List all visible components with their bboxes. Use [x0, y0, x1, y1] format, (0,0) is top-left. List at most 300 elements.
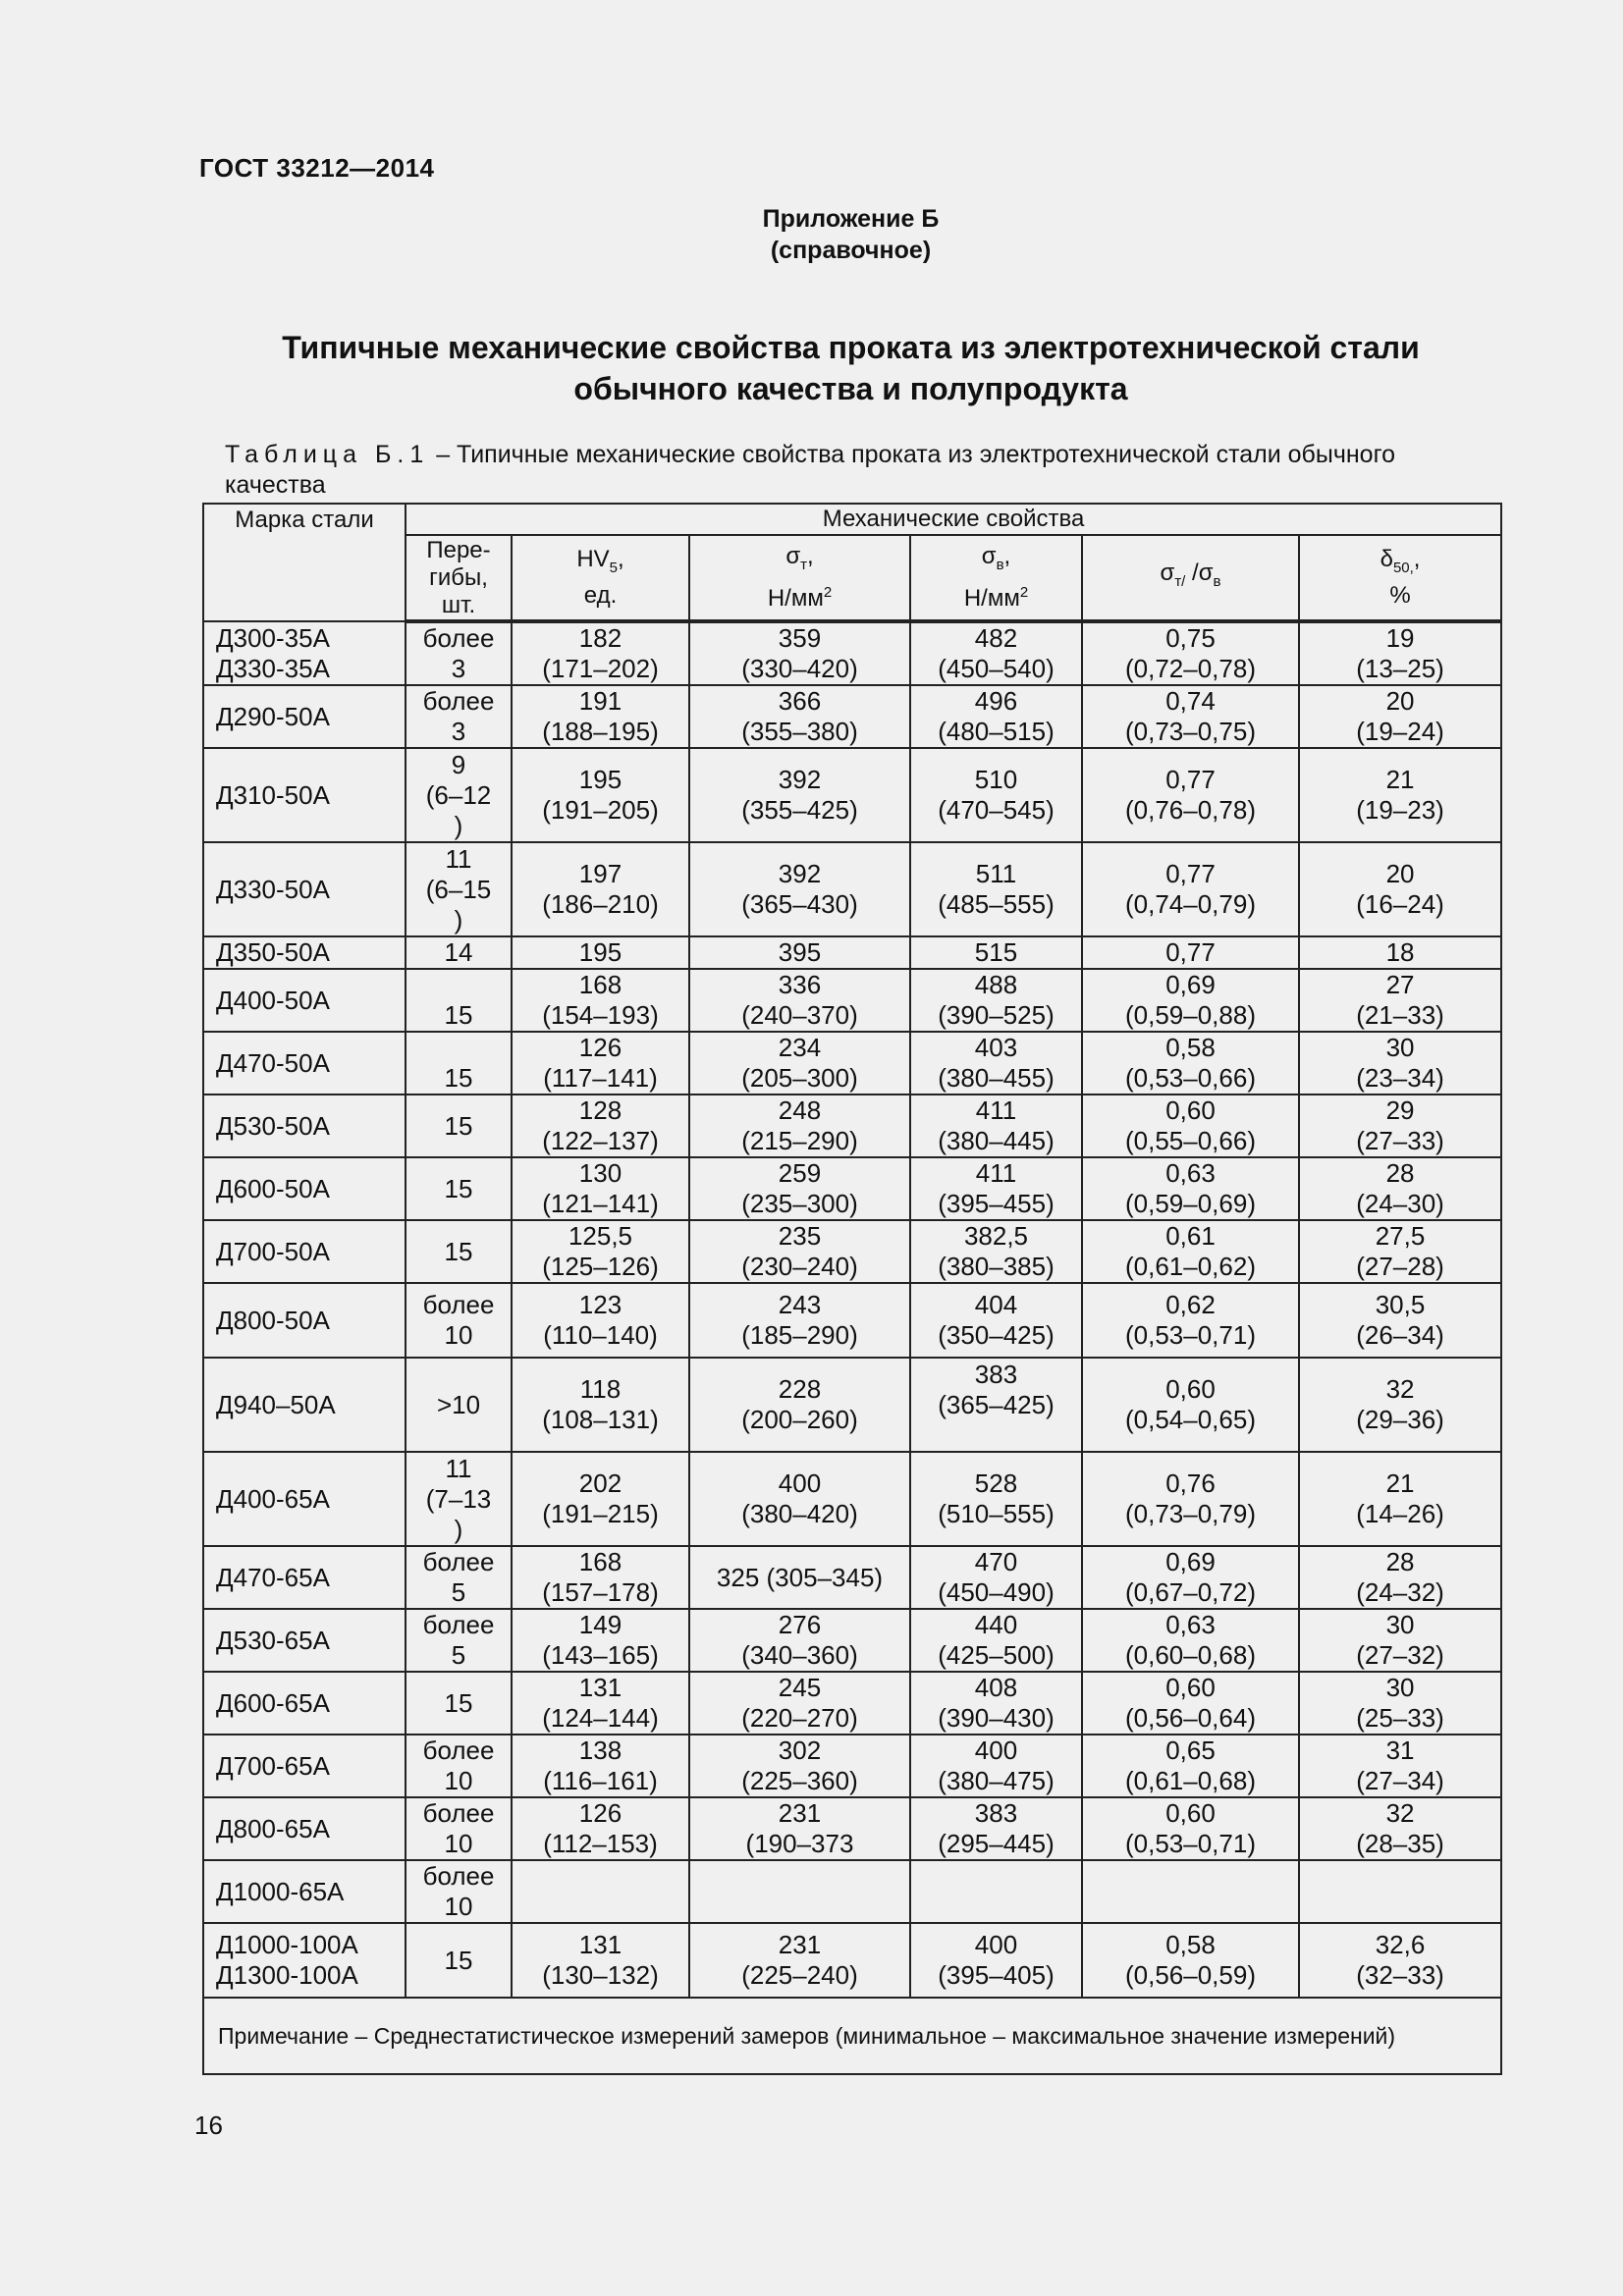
cell-elongation-line: 30	[1385, 1673, 1415, 1702]
cell-tensile-strength-line: 510	[974, 765, 1018, 794]
cell-strength-ratio	[1082, 748, 1299, 842]
cell-grade-line: Д300-35А	[216, 622, 330, 653]
cell-hardness-line: 182	[578, 623, 622, 653]
cell-bends-line: 15	[444, 1063, 473, 1093]
cell-tensile-strength-line	[911, 1420, 1081, 1451]
cell-strength-ratio-line: (0,61–0,62)	[1125, 1252, 1256, 1281]
cell-yield-strength-line: (185–290)	[741, 1320, 858, 1350]
properties-table	[202, 503, 1502, 2075]
cell-yield-strength	[689, 1546, 910, 1609]
cell-hardness	[512, 1923, 689, 1998]
cell-yield-strength-line: (380–420)	[741, 1499, 858, 1528]
cell-hardness-line: (143–165)	[542, 1640, 659, 1670]
cell-strength-ratio-line: 0,60	[1165, 1673, 1216, 1702]
cell-grade	[203, 936, 406, 969]
cell-grade-line: Д1300-100А	[216, 1960, 358, 1990]
cell-strength-ratio-line: (0,53–0,71)	[1125, 1829, 1256, 1858]
cell-tensile-strength	[910, 1358, 1082, 1452]
cell-hardness-line: 168	[578, 970, 622, 999]
cell-elongation-line: 19	[1385, 623, 1415, 653]
cell-bends	[406, 936, 512, 969]
cell-strength-ratio-line: (0,59–0,69)	[1125, 1189, 1256, 1218]
table-row	[203, 969, 1501, 1032]
header-tensile-strength: $\sigma_в$, $Н/мм^2$	[910, 535, 1082, 621]
cell-strength-ratio-line: 0,65	[1165, 1735, 1216, 1765]
cell-elongation-line: (19–24)	[1356, 717, 1444, 746]
table-row	[203, 1672, 1501, 1735]
page-title	[0, 327, 1623, 409]
cell-yield-strength-line: 392	[778, 765, 822, 794]
cell-tensile-strength-line: (365–425)	[938, 1389, 1055, 1419]
cell-hardness	[512, 1358, 689, 1452]
cell-bends	[406, 621, 512, 685]
cell-hardness	[512, 936, 689, 969]
cell-strength-ratio-line: 0,76	[1165, 1468, 1216, 1498]
cell-hardness-line: 118	[579, 1374, 622, 1404]
cell-tensile-strength-line: (380–455)	[938, 1063, 1055, 1093]
cell-elongation	[1299, 621, 1501, 685]
cell-strength-ratio-line: (0,61–0,68)	[1125, 1766, 1256, 1795]
cell-hardness-line: (121–141)	[542, 1189, 659, 1218]
table-row	[203, 1609, 1501, 1672]
cell-strength-ratio	[1082, 1358, 1299, 1452]
cell-bends-line: 10	[444, 1766, 473, 1795]
cell-strength-ratio-line: (0,73–0,79)	[1125, 1499, 1256, 1528]
cell-grade	[203, 1797, 406, 1860]
table-row	[203, 1220, 1501, 1283]
cell-bends-line: >10	[436, 1389, 481, 1419]
header-yield-strength: $\sigma_т$, $Н/мм^2$	[689, 535, 910, 621]
cell-elongation-line: 27,5	[1375, 1221, 1426, 1251]
cell-yield-strength-line: 302	[778, 1735, 822, 1765]
cell-bends	[406, 1032, 512, 1095]
cell-yield-strength-line: (230–240)	[741, 1252, 858, 1281]
cell-bends	[406, 748, 512, 842]
cell-elongation-line: (24–30)	[1356, 1189, 1444, 1218]
cell-tensile-strength	[910, 621, 1082, 685]
cell-bends-line: )	[454, 1514, 463, 1544]
document-code: ГОСТ 33212—2014	[199, 153, 435, 183]
cell-strength-ratio-line: 0,63	[1165, 1158, 1216, 1188]
cell-yield-strength-line: 245	[778, 1673, 822, 1702]
cell-hardness-line: (191–205)	[542, 795, 659, 825]
cell-grade	[203, 1923, 406, 1998]
cell-bends-line	[406, 1033, 511, 1063]
cell-elongation	[1299, 1283, 1501, 1358]
cell-hardness-line: (191–215)	[542, 1499, 659, 1528]
cell-tensile-strength-line: 440	[974, 1610, 1018, 1639]
cell-tensile-strength-line: 400	[974, 1735, 1018, 1765]
cell-grade	[203, 1220, 406, 1283]
cell-elongation-line: 27	[1385, 970, 1415, 999]
cell-elongation-line: (27–34)	[1356, 1766, 1444, 1795]
cell-elongation-line: (25–33)	[1356, 1703, 1444, 1733]
cell-bends-line: 15	[444, 1000, 473, 1030]
cell-elongation-line: 28	[1385, 1158, 1415, 1188]
cell-grade	[203, 1452, 406, 1546]
cell-tensile-strength-line: (450–490)	[938, 1577, 1055, 1607]
cell-hardness-line: 197	[578, 859, 622, 888]
table-note-label: Примечание –	[218, 2023, 368, 2049]
cell-hardness	[512, 1452, 689, 1546]
cell-hardness	[512, 1095, 689, 1157]
cell-tensile-strength	[910, 1860, 1082, 1923]
cell-hardness-line: (124–144)	[542, 1703, 659, 1733]
cell-strength-ratio	[1082, 1672, 1299, 1735]
cell-bends-line: 15	[444, 1687, 473, 1718]
cell-hardness-line: 126	[578, 1033, 622, 1062]
cell-grade	[203, 621, 406, 685]
cell-elongation-line: (29–36)	[1356, 1405, 1444, 1434]
cell-hardness-line: (116–161)	[543, 1766, 658, 1795]
cell-elongation	[1299, 1220, 1501, 1283]
table-row	[203, 936, 1501, 969]
cell-grade-line: Д530-65А	[216, 1625, 330, 1655]
cell-bends-line: 5	[451, 1640, 466, 1670]
cell-yield-strength	[689, 1672, 910, 1735]
cell-hardness	[512, 1157, 689, 1220]
cell-bends-line: 15	[444, 1945, 473, 1975]
cell-tensile-strength-line: (510–555)	[938, 1499, 1055, 1528]
cell-yield-strength-line: (340–360)	[741, 1640, 858, 1670]
cell-bends	[406, 1797, 512, 1860]
cell-elongation	[1299, 1452, 1501, 1546]
table-note	[203, 1998, 1501, 2074]
cell-yield-strength	[689, 1452, 910, 1546]
cell-bends-line: 3	[451, 717, 466, 746]
cell-grade	[203, 1095, 406, 1157]
cell-yield-strength	[689, 1609, 910, 1672]
cell-tensile-strength-line: (395–405)	[938, 1960, 1055, 1990]
cell-strength-ratio	[1082, 1095, 1299, 1157]
cell-strength-ratio-line: 0,77	[1165, 937, 1216, 967]
cell-hardness-line	[513, 1877, 688, 1907]
cell-elongation-line: 32	[1385, 1374, 1415, 1404]
cell-grade-line: Д400-65А	[216, 1483, 330, 1514]
cell-tensile-strength-line: (450–540)	[938, 654, 1055, 683]
cell-bends	[406, 1672, 512, 1735]
cell-grade	[203, 1735, 406, 1797]
cell-hardness-line: 128	[578, 1095, 622, 1125]
table-row	[203, 1797, 1501, 1860]
cell-elongation-line: 20	[1385, 686, 1415, 716]
cell-yield-strength-line	[690, 1877, 909, 1907]
cell-hardness	[512, 1220, 689, 1283]
cell-elongation-line: (26–34)	[1356, 1320, 1444, 1350]
appendix-title: Приложение Б	[762, 205, 940, 233]
cell-strength-ratio	[1082, 969, 1299, 1032]
cell-bends-line: более	[422, 1735, 495, 1765]
cell-bends-line: более	[422, 1290, 495, 1319]
cell-yield-strength-line: (220–270)	[741, 1703, 858, 1733]
cell-yield-strength	[689, 1923, 910, 1998]
cell-yield-strength-line: 400	[778, 1468, 822, 1498]
cell-tensile-strength	[910, 1797, 1082, 1860]
cell-strength-ratio	[1082, 1923, 1299, 1998]
cell-tensile-strength-line: (350–425)	[938, 1320, 1055, 1350]
cell-strength-ratio	[1082, 1283, 1299, 1358]
cell-bends-line: 15	[444, 1110, 473, 1141]
cell-elongation	[1299, 842, 1501, 936]
cell-bends	[406, 1923, 512, 1998]
cell-strength-ratio-line: 0,62	[1165, 1290, 1216, 1319]
cell-strength-ratio-line: (0,72–0,78)	[1125, 654, 1256, 683]
cell-bends	[406, 969, 512, 1032]
table-body	[203, 621, 1501, 1998]
cell-bends-line: более	[422, 1798, 495, 1828]
cell-hardness	[512, 1797, 689, 1860]
cell-elongation	[1299, 936, 1501, 969]
cell-elongation-line: (13–25)	[1356, 654, 1444, 683]
table-caption-label: Таблица Б.1	[225, 441, 430, 468]
cell-hardness-line: (171–202)	[542, 654, 659, 683]
table-caption	[225, 440, 1501, 501]
cell-strength-ratio-line: 0,60	[1165, 1095, 1216, 1125]
cell-bends	[406, 1609, 512, 1672]
cell-bends-line: 15	[444, 1236, 473, 1266]
cell-bends-line: 3	[451, 654, 466, 683]
cell-grade	[203, 1546, 406, 1609]
cell-strength-ratio-line: (0,54–0,65)	[1125, 1405, 1256, 1434]
cell-grade	[203, 842, 406, 936]
cell-tensile-strength-line: 383	[974, 1798, 1018, 1828]
cell-tensile-strength	[910, 969, 1082, 1032]
cell-yield-strength	[689, 1157, 910, 1220]
cell-grade	[203, 1283, 406, 1358]
cell-tensile-strength-line: (485–555)	[938, 889, 1055, 919]
cell-tensile-strength-line: 411	[975, 1158, 1017, 1188]
cell-yield-strength-line: 259	[778, 1158, 822, 1188]
cell-tensile-strength-line: 383	[974, 1359, 1018, 1389]
cell-yield-strength-line: 336	[778, 970, 822, 999]
cell-yield-strength	[689, 621, 910, 685]
cell-bends-line: более	[422, 623, 495, 653]
cell-tensile-strength-line: 400	[974, 1930, 1018, 1959]
cell-bends-line: )	[454, 810, 463, 840]
cell-yield-strength-line: (190–373	[745, 1829, 854, 1858]
cell-yield-strength-line: 243	[778, 1290, 822, 1319]
cell-strength-ratio	[1082, 842, 1299, 936]
cell-hardness	[512, 1032, 689, 1095]
cell-yield-strength	[689, 748, 910, 842]
cell-grade	[203, 969, 406, 1032]
cell-elongation-line: (24–32)	[1356, 1577, 1444, 1607]
cell-yield-strength-line: (225–240)	[741, 1960, 858, 1990]
cell-hardness	[512, 685, 689, 748]
cell-hardness-line: 130	[578, 1158, 622, 1188]
cell-bends-line	[406, 970, 511, 1000]
cell-bends	[406, 1095, 512, 1157]
cell-tensile-strength-line: (380–475)	[938, 1766, 1055, 1795]
cell-hardness	[512, 1735, 689, 1797]
cell-tensile-strength	[910, 1283, 1082, 1358]
cell-strength-ratio-line: 0,58	[1165, 1033, 1216, 1062]
table-row	[203, 1546, 1501, 1609]
cell-elongation	[1299, 1032, 1501, 1095]
table-note-row	[203, 1998, 1501, 2074]
cell-tensile-strength-line: 528	[974, 1468, 1018, 1498]
cell-tensile-strength-line: 382,5	[963, 1221, 1029, 1251]
cell-bends-line: 5	[451, 1577, 466, 1607]
cell-elongation-line: 20	[1385, 859, 1415, 888]
cell-hardness	[512, 1860, 689, 1923]
header-mechanical-properties: Механические свойства	[406, 504, 1501, 535]
cell-strength-ratio	[1082, 1797, 1299, 1860]
cell-yield-strength-line: (200–260)	[741, 1405, 858, 1434]
cell-strength-ratio-line: 0,61	[1165, 1221, 1216, 1251]
cell-hardness	[512, 1546, 689, 1609]
cell-strength-ratio	[1082, 1452, 1299, 1546]
cell-bends-line: 11	[445, 1453, 472, 1483]
cell-bends-line: 14	[444, 937, 473, 967]
cell-strength-ratio-line: 0,60	[1165, 1798, 1216, 1828]
cell-strength-ratio-line: (0,67–0,72)	[1125, 1577, 1256, 1607]
cell-bends-line: 9	[451, 749, 466, 779]
cell-tensile-strength	[910, 1546, 1082, 1609]
cell-hardness-line: 131	[578, 1930, 622, 1959]
cell-hardness-line: 195	[578, 765, 622, 794]
cell-tensile-strength-line: 496	[974, 686, 1018, 716]
cell-grade	[203, 685, 406, 748]
cell-hardness-line: (157–178)	[542, 1577, 659, 1607]
table-row	[203, 1095, 1501, 1157]
cell-strength-ratio-line: (0,73–0,75)	[1125, 717, 1256, 746]
cell-grade-line: Д800-65А	[216, 1813, 330, 1843]
cell-elongation	[1299, 1797, 1501, 1860]
cell-tensile-strength-line	[911, 1877, 1081, 1907]
cell-yield-strength-line: (330–420)	[741, 654, 858, 683]
cell-elongation-line: (27–28)	[1356, 1252, 1444, 1281]
cell-yield-strength	[689, 1032, 910, 1095]
cell-bends-line: (7–13	[425, 1483, 492, 1514]
cell-hardness	[512, 1609, 689, 1672]
cell-grade-line: Д470-50А	[216, 1047, 330, 1078]
header-strength-ratio: $\sigma_{т/}$ $/\sigma_в$	[1082, 535, 1299, 621]
cell-elongation-line: 28	[1385, 1547, 1415, 1576]
table-row	[203, 1157, 1501, 1220]
cell-strength-ratio-line: 0,74	[1165, 686, 1216, 716]
cell-yield-strength-line: 395	[778, 937, 822, 967]
header-hardness: $HV_5$, ед.	[512, 535, 689, 621]
table-row	[203, 1283, 1501, 1358]
cell-bends-line: )	[454, 904, 463, 934]
cell-elongation	[1299, 1860, 1501, 1923]
cell-strength-ratio-line: 0,69	[1165, 1547, 1216, 1576]
cell-bends-line: 15	[444, 1173, 473, 1203]
cell-elongation	[1299, 1609, 1501, 1672]
cell-yield-strength-line: (225–360)	[741, 1766, 858, 1795]
cell-tensile-strength-line: (395–455)	[938, 1189, 1055, 1218]
cell-elongation	[1299, 1095, 1501, 1157]
cell-bends-line: 10	[444, 1892, 473, 1921]
cell-tensile-strength-line: 404	[974, 1290, 1018, 1319]
cell-grade-line: Д600-65А	[216, 1687, 330, 1718]
cell-strength-ratio	[1082, 1735, 1299, 1797]
cell-strength-ratio	[1082, 1860, 1299, 1923]
table-note-text: Среднестатистическое измерений замеров (минимальное – максимальное значение измерений)	[373, 2023, 1396, 2049]
cell-tensile-strength-line: (295–445)	[938, 1829, 1055, 1858]
cell-bends	[406, 842, 512, 936]
cell-tensile-strength	[910, 1157, 1082, 1220]
cell-bends-line: 10	[444, 1320, 473, 1350]
cell-strength-ratio-line: 0,60	[1165, 1374, 1216, 1404]
cell-bends-line: 10	[444, 1829, 473, 1858]
cell-grade	[203, 1032, 406, 1095]
cell-strength-ratio-line: 0,77	[1165, 765, 1216, 794]
table-row	[203, 1452, 1501, 1546]
cell-grade-line: Д530-50А	[216, 1110, 330, 1141]
cell-strength-ratio-line: (0,59–0,88)	[1125, 1000, 1256, 1030]
table-row	[203, 748, 1501, 842]
cell-yield-strength	[689, 1860, 910, 1923]
page-number: 16	[194, 2110, 223, 2140]
cell-strength-ratio-line: 0,69	[1165, 970, 1216, 999]
cell-strength-ratio	[1082, 1609, 1299, 1672]
cell-hardness-line: (117–141)	[543, 1063, 658, 1093]
cell-hardness-line: 131	[578, 1673, 622, 1702]
cell-grade-line: Д800-50А	[216, 1305, 330, 1335]
table-row	[203, 842, 1501, 936]
cell-strength-ratio	[1082, 621, 1299, 685]
cell-strength-ratio-line: (0,53–0,66)	[1125, 1063, 1256, 1093]
cell-yield-strength-line: 231	[778, 1930, 822, 1959]
cell-yield-strength	[689, 1283, 910, 1358]
cell-hardness-line: (108–131)	[542, 1405, 659, 1434]
cell-bends	[406, 1157, 512, 1220]
cell-grade-line: Д600-50А	[216, 1173, 330, 1203]
header-bends: Пере- гибы, шт.	[406, 535, 512, 621]
cell-elongation-line: 21	[1385, 765, 1415, 794]
cell-elongation-line	[1300, 1877, 1500, 1907]
cell-strength-ratio-line: (0,56–0,59)	[1125, 1960, 1256, 1990]
cell-yield-strength	[689, 1358, 910, 1452]
cell-yield-strength	[689, 685, 910, 748]
cell-elongation-line: 30,5	[1375, 1290, 1426, 1319]
table-row	[203, 1735, 1501, 1797]
cell-strength-ratio	[1082, 1157, 1299, 1220]
table-row	[203, 1923, 1501, 1998]
table-row	[203, 1860, 1501, 1923]
cell-yield-strength-line: 228	[778, 1374, 822, 1404]
cell-bends	[406, 1735, 512, 1797]
cell-bends-line: более	[422, 1861, 495, 1891]
cell-elongation-line: (23–34)	[1356, 1063, 1444, 1093]
cell-grade	[203, 1860, 406, 1923]
table-row	[203, 1358, 1501, 1452]
cell-yield-strength-line: 325 (305–345)	[716, 1562, 884, 1592]
cell-yield-strength	[689, 936, 910, 969]
cell-elongation-line: 30	[1385, 1033, 1415, 1062]
cell-yield-strength-line: (365–430)	[741, 889, 858, 919]
table-caption-dash: –	[436, 441, 451, 468]
cell-tensile-strength-line: (380–445)	[938, 1126, 1055, 1155]
cell-grade	[203, 1609, 406, 1672]
cell-hardness-line: 138	[578, 1735, 622, 1765]
cell-grade-line: Д700-50А	[216, 1236, 330, 1266]
page-title-line-2: обычного качества и полупродукта	[573, 371, 1128, 406]
cell-elongation	[1299, 685, 1501, 748]
cell-tensile-strength-line: 511	[975, 859, 1017, 888]
cell-elongation-line: (14–26)	[1356, 1499, 1444, 1528]
cell-bends-line: 11	[445, 843, 472, 874]
table-row	[203, 621, 1501, 685]
cell-yield-strength-line: (235–300)	[741, 1189, 858, 1218]
cell-bends-line: (6–12	[425, 779, 492, 810]
cell-tensile-strength-line: (470–545)	[938, 795, 1055, 825]
cell-tensile-strength-line: 482	[974, 623, 1018, 653]
cell-tensile-strength-line: (390–430)	[938, 1703, 1055, 1733]
cell-tensile-strength	[910, 1032, 1082, 1095]
